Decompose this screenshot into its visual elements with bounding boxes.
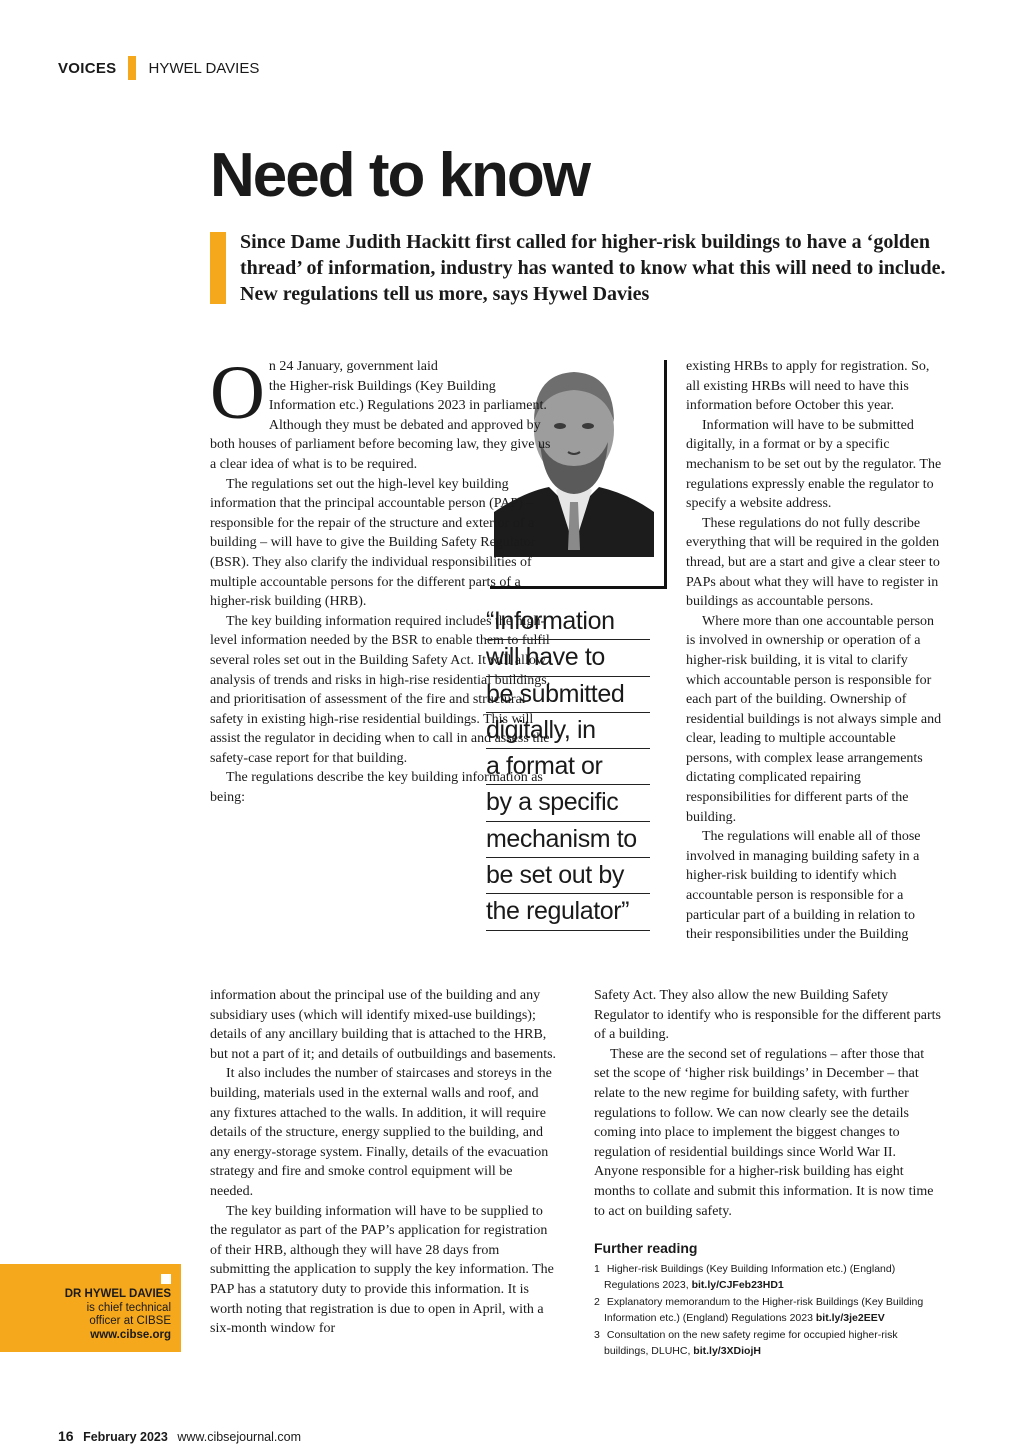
journal-website-link[interactable]: www.cibsejournal.com: [177, 1430, 301, 1444]
body-paragraph: The regulations describe the key building information as being:: [210, 770, 543, 806]
author-role: is chief technical: [86, 1301, 171, 1314]
author-box-square-icon: [161, 1274, 171, 1284]
columnist-label: HYWEL DAVIES: [148, 59, 260, 77]
standfirst: Since Dame Judith Hackitt first called for higher-risk buildings to have a ‘golden thread’ of information, industry has wanted to know what this will need to include. New regulations tell us more, says Hywel Davies: [240, 231, 946, 305]
reference-link[interactable]: bit.ly/CJFeb23HD1: [691, 1278, 784, 1291]
body-paragraph: Information will have to be submitted digitally, in a format or by a specific mechanism to be set out by the regulator. The regulations expressly enable the regulator to specify a website address.: [686, 417, 942, 512]
body-paragraph: The regulations will enable all of those involved in managing building safety in a higher-risk building to identify which accountable person is responsible for a particular part of a building in relation to their responsibilities under the Building: [686, 829, 921, 943]
pull-quote-line: “Information: [486, 604, 650, 640]
section-label: VOICES: [58, 59, 117, 77]
section-divider: [128, 56, 136, 80]
body-paragraph: existing HRBs to apply for registration. So, all existing HRBs will need to have this information before October this year.: [686, 359, 930, 414]
pull-quote-line: mechanism to: [486, 822, 650, 858]
section-header: [58, 56, 259, 80]
reference-link[interactable]: bit.ly/3je2EEV: [815, 1311, 885, 1324]
body-column-1-continued: [210, 986, 558, 1339]
reference-item: 3 Consultation on the new safety regime for occupied higher-risk buildings, DLUHC, bit.ly/3XDiojH: [594, 1329, 898, 1357]
drop-cap: O: [210, 351, 265, 435]
body-paragraph: These regulations do not fully describe everything that will be required in the golden thread, but are a start and give a clear steer to PAPs about what they will have to register in buildings as accountable persons.: [686, 515, 940, 610]
pull-quote: [486, 604, 650, 931]
issue-date: February 2023: [83, 1430, 168, 1444]
page-footer: [58, 1428, 301, 1444]
body-column-3: [686, 357, 942, 945]
body-paragraph: Where more than one accountable person is involved in ownership or operation of a higher-risk building, it is vital to clarify which accountable person is responsible for each part of the building. Ownership of residential buildings is not always simple and clear, leading to multiple accountable persons, with complex lease arrangements dictating complicated repairing responsibilities for different parts of the building.: [686, 613, 942, 825]
body-paragraph: The key building information will have to be supplied to the regulator as part of the PAP’s application for registration of their HRB, although they will have 28 days from submitting the application to supply the key information. The PAP has a statutory duty to provide this information. It is worth noting that registration is due to open in April, with a six-month window for: [210, 1203, 554, 1337]
body-paragraph: Safety Act. They also allow the new Building Safety Regulator to identify who is responsible for the different parts of a building.: [594, 988, 941, 1043]
reference-item: 1 Higher-risk Buildings (Key Building Information etc.) (England) Regulations 2023, bit.ly/CJFeb23HD1: [594, 1263, 896, 1291]
pull-quote-line: be submitted: [486, 677, 650, 713]
body-paragraph: These are the second set of regulations – after those that set the scope of ‘higher risk buildings’ in December – that relate to the new regime for building safety, with further regulations to follow. We can now clearly see the details coming into place to implement the biggest changes to regulation of residential buildings since World War II. Anyone responsible for a higher-risk building has eight months to collate and submit this information. It is now time to act on building safety.: [594, 1046, 934, 1219]
reference-link[interactable]: bit.ly/3XDiojH: [693, 1344, 761, 1357]
page-number: 16: [58, 1428, 74, 1444]
pull-quote-line: be set out by: [486, 858, 650, 894]
pull-quote-line: by a specific: [486, 785, 650, 821]
further-reading: [594, 1240, 944, 1361]
pull-quote-line: a format or: [486, 749, 650, 785]
author-box: [0, 1264, 181, 1352]
author-name: DR HYWEL DAVIES: [64, 1288, 171, 1300]
body-column-3-continued: [594, 986, 942, 1221]
further-reading-heading: Further reading: [594, 1240, 698, 1256]
body-paragraph: On 24 January, government laid the Higher-risk Buildings (Key Building Information etc.) Regulations 2023 in parliament. Although they must be debated and approved by both houses of parliament before becoming law, they give us a clear idea of what is to be required.: [210, 351, 551, 472]
body-paragraph: The key building information required includes the high-level information needed by the BSR to enable them to fulfil several roles set out in the Building Safety Act. It will allow analysis of trends and risks in high-rise residential buildings, and prioritisation of assessment of the fire and structural safety in existing high-rise residential buildings. This will assist the regulator in deciding when to call in and assess the safety-case report for that building.: [210, 613, 551, 766]
author-website-link[interactable]: www.cibse.org: [90, 1328, 171, 1341]
pull-quote-line: digitally, in: [486, 713, 650, 749]
reference-item: 2 Explanatory memorandum to the Higher-risk Buildings (Key Building Information etc.) (England) Regulations 2023 bit.ly/3je2EEV: [594, 1296, 924, 1324]
body-paragraph: The regulations set out the high-level key building information that the principal accountable person (PAP) – responsible for the repair of the structure and exterior of a building – will have to give the Building Safety Regulator (BSR). They also clarify the individual responsibilities of multiple accountable persons for the different parts of a higher-risk building (HRB).: [210, 476, 536, 610]
article-title: Need to know: [210, 141, 590, 210]
pull-quote-line: the regulator”: [486, 894, 650, 930]
standfirst-accent-bar: [210, 232, 226, 304]
author-role: officer at CIBSE: [89, 1315, 171, 1327]
body-paragraph: It also includes the number of staircases and storeys in the building, materials used in the external walls and roof, and any fixtures attached to the walls. In addition, it will require details of the structure, energy supplied to the building, and any energy-storage system. Finally, details of the evacuation strategy and fire and smoke control equipment will be needed.: [210, 1066, 552, 1199]
body-paragraph: information about the principal use of the building and any subsidiary uses (which will identify mixed-use buildings); details of any ancillary building that is attached to the HRB, but not a part of it; and details of outbuildings and basements.: [210, 988, 557, 1062]
pull-quote-line: will have to: [486, 640, 650, 676]
